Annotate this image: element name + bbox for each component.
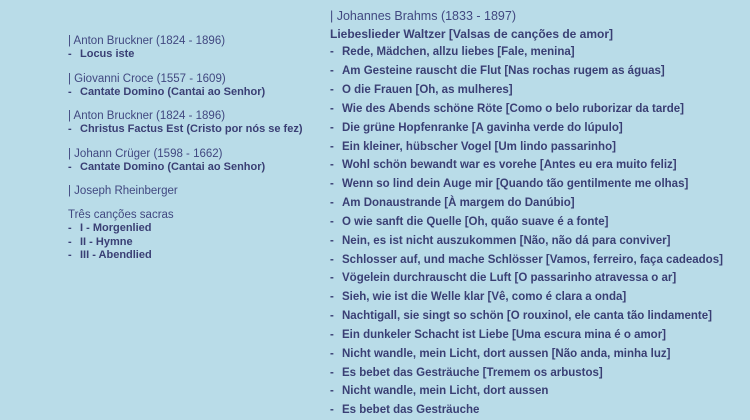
sacred-songs-group (68, 208, 318, 263)
waltz-item (330, 138, 740, 157)
list-dash: - (330, 178, 334, 191)
waltz-item (330, 269, 740, 288)
piece-item (68, 161, 318, 175)
list-dash: - (68, 249, 72, 261)
list-dash: - (330, 102, 334, 115)
list-dash: - (330, 215, 334, 228)
list-dash: - (330, 272, 334, 285)
list-item-text: Christus Factus Est (Cristo por nós se fez) (80, 123, 303, 135)
list-item-text: Am Gesteine rauscht die Flut [Nas rochas rugem as águas] (342, 65, 665, 78)
list-dash: - (330, 65, 334, 78)
list-dash: - (330, 347, 334, 360)
waltz-item (330, 364, 740, 383)
list-dash: - (330, 310, 334, 323)
list-item-text: Nicht wandle, mein Licht, dort aussen (342, 385, 549, 398)
list-dash: - (330, 404, 334, 417)
list-item-text: Die grüne Hopfenranke [A gavinha verde do lúpulo] (342, 121, 623, 134)
list-item-text: I - Morgenlied (80, 222, 152, 234)
waltz-item (330, 382, 740, 401)
sacred-song-item (68, 236, 318, 250)
list-dash: - (330, 385, 334, 398)
waltz-item (330, 175, 740, 194)
liebeslieder-list (330, 43, 740, 420)
list-dash: - (330, 121, 334, 134)
list-dash: - (330, 46, 334, 59)
list-item-text: O die Frauen [Oh, as mulheres] (342, 83, 513, 96)
list-item-text: Am Donaustrande [À margem do Danúbio] (342, 197, 575, 210)
composer-group (68, 34, 318, 62)
composer-group (68, 72, 318, 100)
list-dash: - (330, 253, 334, 266)
list-dash: - (330, 366, 334, 379)
list-dash: - (330, 328, 334, 341)
waltz-item (330, 307, 740, 326)
list-item-text: O wie sanft die Quelle [Oh, quão suave é a fonte] (342, 215, 609, 228)
waltz-item (330, 251, 740, 270)
list-dash: - (68, 160, 72, 173)
list-item-text: Cantate Domino (Cantai ao Senhor) (80, 85, 266, 98)
composer-name: | Anton Bruckner (1824 - 1896) (68, 110, 226, 122)
list-dash: - (330, 234, 334, 247)
list-item-text: Nachtigall, sie singt so schön [O rouxinol, ele canta tão lindamente] (342, 310, 712, 323)
list-item-text: Cantate Domino (Cantai ao Senhor) (80, 160, 266, 173)
waltz-item (330, 288, 740, 307)
composer-name: | Giovanni Croce (1557 - 1609) (68, 72, 226, 85)
list-item-text: Nein, es ist nicht auszukommen [Não, não dá para conviver] (342, 234, 671, 247)
list-dash: - (330, 159, 334, 172)
list-item-text: Wie des Abends schöne Röte [Como o belo ruborizar da tarde] (342, 102, 684, 115)
list-dash: - (330, 197, 334, 210)
sacred-song-item (68, 222, 318, 236)
composer-group (68, 147, 318, 175)
list-item-text: Rede, Mädchen, allzu liebes [Fale, menina] (342, 46, 575, 59)
program-left-column (68, 34, 318, 273)
list-item-text: Ein dunkeler Schacht ist Liebe [Uma escura mina é o amor] (342, 328, 667, 341)
list-dash: - (68, 48, 72, 60)
brahms-composer: | Johannes Brahms (1833 - 1897) (330, 9, 516, 23)
waltz-item (330, 232, 740, 251)
waltz-item (330, 81, 740, 100)
list-dash: - (68, 222, 72, 234)
piece-item (68, 123, 318, 137)
list-dash: - (330, 291, 334, 304)
list-item-text: Es bebet das Gesträuche (342, 404, 480, 417)
composer-group (68, 184, 318, 198)
composer-name: | Joseph Rheinberger (68, 185, 178, 197)
program-right-column (330, 8, 740, 420)
list-dash: - (68, 235, 72, 248)
left-groups (68, 34, 318, 198)
waltz-item (330, 156, 740, 175)
composer-name: | Johann Crüger (1598 - 1662) (68, 147, 223, 160)
list-item-text: Schlosser auf, und mache Schlösser [Vamos, ferreiro, faça cadeados] (342, 253, 723, 266)
list-item-text: Vögelein durchrauscht die Luft [O passarinho atravessa o ar] (342, 272, 677, 285)
piece-item (68, 48, 318, 62)
list-item-text: III - Abendlied (80, 249, 152, 261)
waltz-item (330, 43, 740, 62)
waltz-item (330, 345, 740, 364)
waltz-item (330, 401, 740, 420)
waltz-item (330, 213, 740, 232)
list-item-text: Wenn so lind dein Auge mir [Quando tão gentilmente me olhas] (342, 178, 689, 191)
list-item-text: Ein kleiner, hübscher Vogel [Um lindo passarinho] (342, 140, 616, 153)
piece-item (68, 86, 318, 100)
list-item-text: Wohl schön bewandt war es vorehe [Antes eu era muito feliz] (342, 159, 677, 172)
waltz-item (330, 194, 740, 213)
liebeslieder-title: Liebeslieder Waltzer [Valsas de canções de amor] (330, 27, 614, 41)
composer-group (68, 109, 318, 137)
sacred-songs-title: Três canções sacras (68, 209, 174, 221)
list-item-text: Nicht wandle, mein Licht, dort aussen [Não anda, minha luz] (342, 347, 671, 360)
list-item-text: Locus iste (80, 48, 135, 60)
list-item-text: II - Hymne (80, 235, 133, 248)
list-dash: - (330, 140, 334, 153)
waltz-item (330, 119, 740, 138)
waltz-item (330, 100, 740, 119)
list-item-text: Sieh, wie ist die Welle klar [Vê, como é clara a onda] (342, 291, 627, 304)
list-dash: - (330, 83, 334, 96)
list-dash: - (68, 85, 72, 98)
sacred-song-item (68, 249, 318, 263)
sacred-songs-list (68, 222, 318, 263)
list-dash: - (68, 123, 72, 135)
waltz-item (330, 326, 740, 345)
composer-name: | Anton Bruckner (1824 - 1896) (68, 35, 226, 47)
waltz-item (330, 62, 740, 81)
list-item-text: Es bebet das Gesträuche [Tremem os arbustos] (342, 366, 603, 379)
